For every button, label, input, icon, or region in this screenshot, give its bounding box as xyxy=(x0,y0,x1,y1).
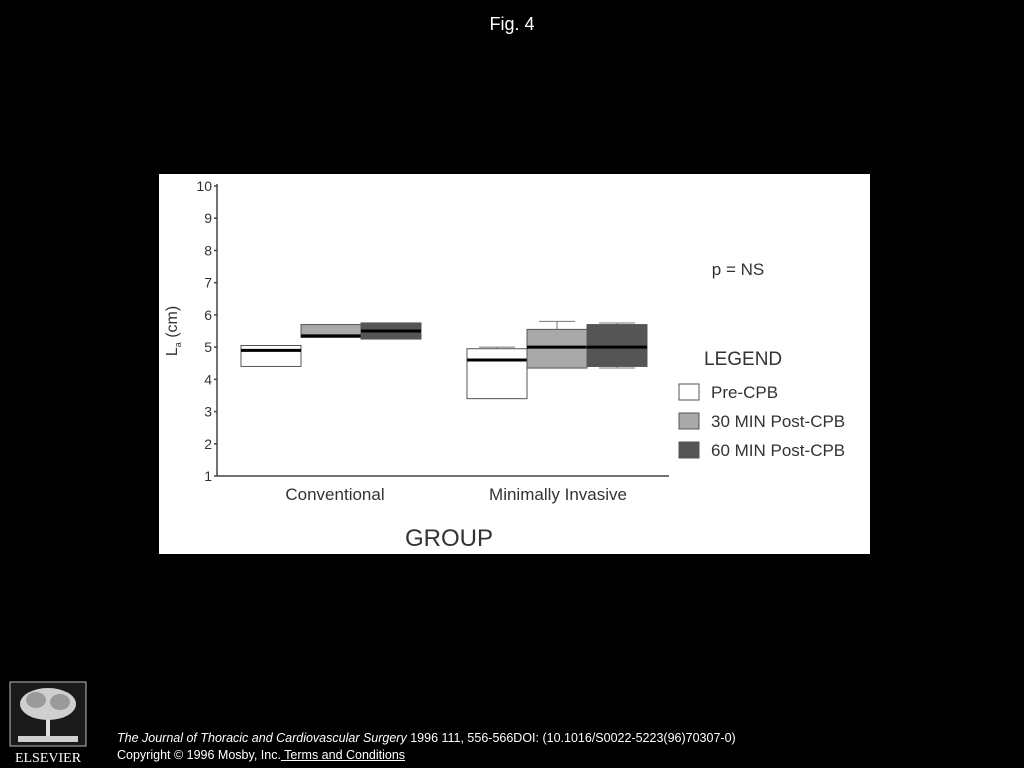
y-tick-label: 5 xyxy=(204,339,212,356)
citation-footer xyxy=(117,730,736,764)
box-layer xyxy=(241,321,647,398)
legend-title: LEGEND xyxy=(704,349,783,370)
y-tick-label: 6 xyxy=(204,306,212,323)
slide-title: Fig. 4 xyxy=(489,14,535,34)
y-axis-label-unit: (cm) xyxy=(164,305,181,343)
y-axis-label-main: L xyxy=(164,347,181,357)
x-axis-label: GROUP xyxy=(404,525,494,552)
box-rect xyxy=(527,329,587,368)
box-rect xyxy=(241,346,301,367)
legend-label: Pre-CPB xyxy=(711,383,779,402)
legend-swatch xyxy=(679,384,699,400)
citation-details: 1996 111, 556-566DOI: (10.1016/S0022-5223(96)70307-0) xyxy=(406,731,736,745)
box-rect xyxy=(587,325,647,367)
y-tick-label: 2 xyxy=(204,435,212,452)
box-minimally-invasive-0 xyxy=(467,347,527,399)
category-label: Conventional xyxy=(285,485,385,504)
copyright-text: Copyright © 1996 Mosby, Inc. xyxy=(117,748,281,762)
terms-link[interactable]: Terms and Conditions xyxy=(280,748,406,762)
legend-label: 60 MIN Post-CPB xyxy=(711,441,846,460)
y-tick-label: 8 xyxy=(204,242,212,259)
y-tick-label: 3 xyxy=(204,403,212,420)
y-axis-label-subscript: a xyxy=(173,342,183,348)
box-conventional-0 xyxy=(241,346,301,367)
y-tick-label: 1 xyxy=(204,468,212,484)
box-minimally-invasive-1 xyxy=(527,321,587,368)
p-value-annotation: p = NS xyxy=(711,260,765,279)
figure-panel xyxy=(159,174,870,554)
legend-layer xyxy=(679,349,845,460)
legend-label: 30 MIN Post-CPB xyxy=(711,412,846,431)
box-rect xyxy=(467,349,527,399)
legend-swatch xyxy=(679,413,699,429)
category-label: Minimally Invasive xyxy=(489,485,627,504)
elsevier-logo-text: ELSEVIER xyxy=(14,751,82,766)
box-conventional-2 xyxy=(361,323,421,339)
y-tick-label: 4 xyxy=(204,371,212,388)
y-tick-label: 9 xyxy=(204,210,212,227)
box-conventional-1 xyxy=(301,325,361,338)
journal-name: The Journal of Thoracic and Cardiovascular Surgery xyxy=(117,731,407,745)
boxplot-chart xyxy=(159,174,870,554)
legend-swatch xyxy=(679,442,699,458)
elsevier-logo xyxy=(8,680,88,766)
y-tick-label: 7 xyxy=(204,274,212,291)
y-axis-label xyxy=(164,306,183,356)
box-minimally-invasive-2 xyxy=(587,323,647,368)
copyright-line xyxy=(117,747,736,764)
citation-line xyxy=(117,730,736,747)
y-tick-label: 10 xyxy=(196,178,212,194)
